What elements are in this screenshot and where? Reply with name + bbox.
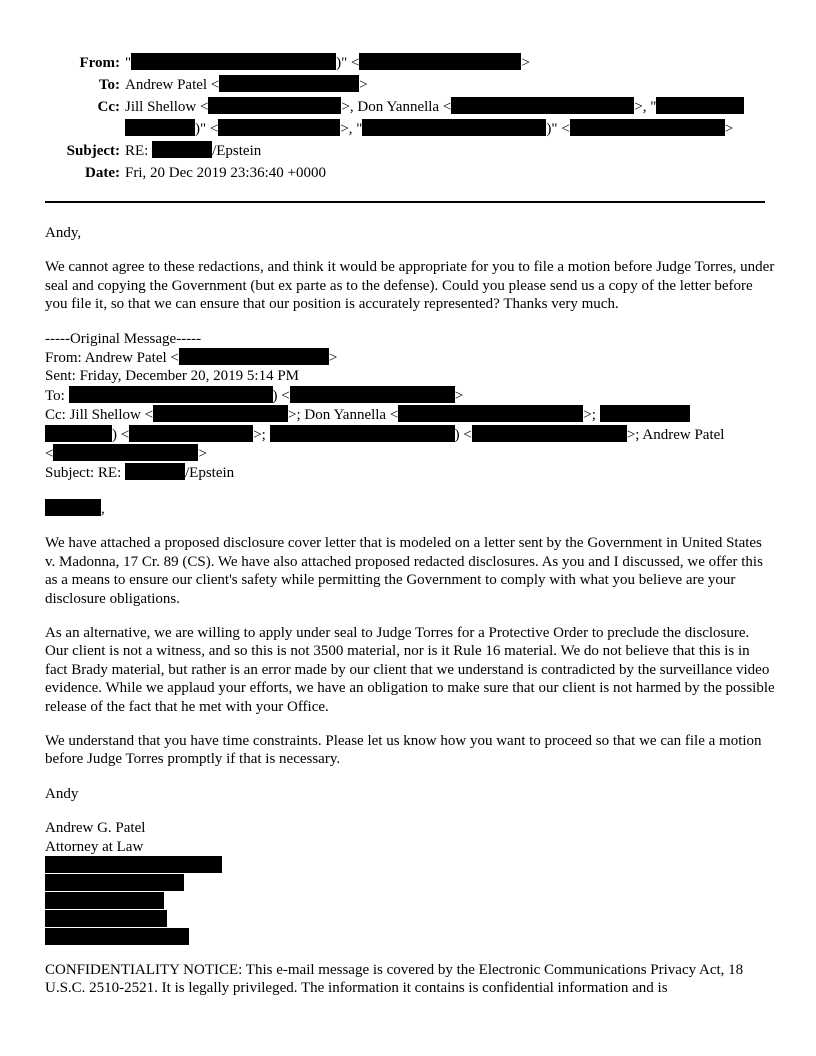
from-value: " )" < > [125,55,530,71]
to-label: To: [98,77,120,93]
original-cc-cont: ) < >; ) < >; Andrew Patel [45,425,775,444]
signoff: Andy [45,785,79,802]
redaction [53,444,198,461]
confidentiality-notice: CONFIDENTIALITY NOTICE: This e-mail message is covered by the Electronic Communications Privacy Act, 18 U.S.C. 2510-2521. It is legally privileged. The information it contains is confidential information and is [45,961,744,997]
subject-prefix: RE: [125,143,149,159]
redaction [125,463,185,480]
date-value: Fri, 20 Dec 2019 23:36:40 +0000 [125,165,326,181]
redaction [129,425,253,442]
cc-row [45,96,775,140]
from-label: From: [79,55,120,71]
redaction [570,119,725,136]
original-cc-jill: Cc: Jill Shellow < [45,407,154,424]
redaction [656,97,744,114]
redaction [179,348,329,365]
original-subject-prefix: Subject: RE: [45,465,122,482]
redaction [69,386,273,403]
signature-name: Andrew G. Patel [45,820,146,837]
redaction [218,119,340,136]
subject-label: Subject: [66,143,120,159]
email-header [45,52,775,184]
original-to-text: To: [45,387,65,404]
original-from: From: Andrew Patel < > [45,350,338,367]
redaction [45,928,189,945]
reply-paragraph: We cannot agree to these redactions, and think it would be appropriate for you to file a motion before Judge Torres, under seal and copying the Government (but ex parte as to the defense). Could you please send us a copy of the letter before you file it, so that we can ensure that our position is accurately represented? Thanks very much. [45,259,775,313]
redaction [131,53,336,70]
redaction [125,119,195,136]
original-subject [45,463,775,482]
cc-name-jill: Jill Shellow < [125,99,209,115]
subject-row [45,140,775,162]
redaction [359,53,521,70]
from-row [45,52,775,74]
cc-name-don: >, Don Yannella < [341,99,452,115]
original-cc-cont2: < > [45,446,207,463]
redaction [45,892,164,909]
date-row [45,162,775,184]
redaction [45,499,101,516]
cc-value: Jill Shellow < >, Don Yannella < >, " )" < >, " )" < > [125,96,775,140]
to-value: Andrew Patel < > [125,77,368,93]
original-cc: Cc: Jill Shellow < >; Don Yannella < >; [45,405,775,424]
redaction [600,405,690,422]
header-divider [45,201,765,203]
original-sent: Sent: Friday, December 20, 2019 5:14 PM [45,368,299,385]
redaction [219,75,359,92]
greeting: Andy, [45,225,82,241]
redaction [451,97,634,114]
redaction [45,910,167,927]
original-paragraph-1: We have attached a proposed disclosure cover letter that is modeled on a letter sent by the Government in United States v. Madonna, 17 Cr. 89 (CS). We have also attached proposed redacted disclosures. As you and I discussed, we offer this as a means to ensure our client's safety while permitting the Government to comply with what you believe are your disclosure obligations. [45,535,763,607]
original-greeting: , [45,499,775,518]
email-body [45,224,775,1014]
original-cc-andrew: >; Andrew Patel [626,426,725,443]
redaction [45,425,112,442]
original-paragraph-2: As an alternative, we are willing to apply under seal to Judge Torres for a Protective Order to preclude the disclosure. Our client is not a witness, and so this is not 3500 material, nor is it Rule 16 material. We do not believe that this is in fact Brady material, but rather is an error made by our client that we understand is contradicted by the surveillance video evidence. While we applaud your efforts, we have an obligation to make sure that our client is not harmed by the possible release of the fact that he met with your Office. [45,624,775,715]
redaction [208,97,341,114]
redaction [270,425,455,442]
signature-block [45,819,775,945]
redaction [45,874,184,891]
redaction [290,386,455,403]
original-subject-suffix: /Epstein [185,465,235,482]
redaction [45,856,222,873]
original-to: To: ) < > [45,387,464,404]
redaction [362,119,546,136]
date-label: Date: [85,165,120,181]
redaction [398,405,583,422]
redaction [152,141,212,158]
redaction [153,405,288,422]
subject-value [125,140,775,162]
signature-title: Attorney at Law [45,838,144,855]
cc-label: Cc: [97,99,120,115]
redaction [472,425,627,442]
subject-suffix: /Epstein [212,143,262,159]
to-row [45,74,775,96]
original-paragraph-3: We understand that you have time constraints. Please let us know how you want to proceed so that we can file a motion before Judge Torres promptly if that is necessary. [45,732,762,768]
to-name: Andrew Patel < [125,77,220,93]
original-from-text: From: Andrew Patel < [45,350,179,367]
original-cc-don: >; Don Yannella < [288,407,399,424]
original-message-header [45,330,775,483]
original-divider: -----Original Message----- [45,330,202,347]
